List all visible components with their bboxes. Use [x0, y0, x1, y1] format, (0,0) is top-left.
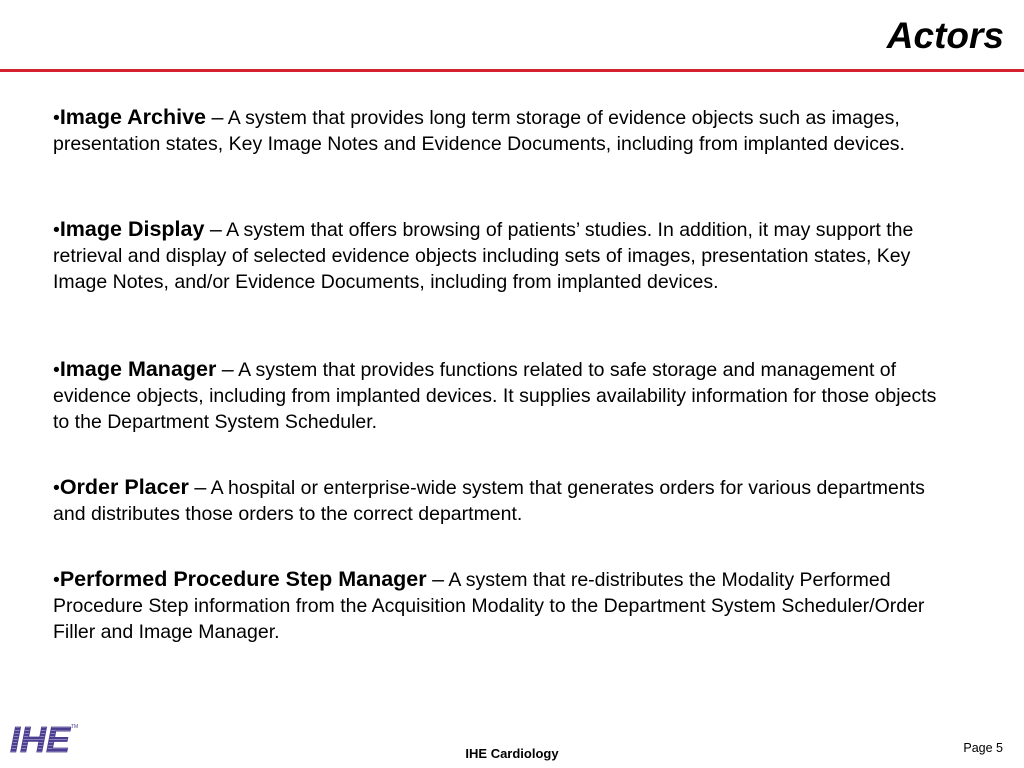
bullet-item [53, 356, 953, 435]
title-divider [0, 69, 1024, 72]
bullet-dash: – [432, 567, 445, 591]
bullet-dash: – [194, 475, 207, 499]
bullet-item [53, 474, 953, 527]
page-number: Page 5 [963, 741, 1003, 755]
bullet-item [53, 566, 953, 645]
bullet-text: A system that provides long term storage of evidence objects such as images, presentation states, Key Image Notes and Evidence Documents, including from implanted devices. [53, 107, 905, 155]
bullet-text: A system that offers browsing of patients’ studies. In addition, it may support the retrieval and display of selected evidence objects including sets of images, presentation states, Key Image Notes, and/or Evidence Documents, including from implanted devices. [53, 219, 914, 293]
bullet-text: A system that re-distributes the Modality Performed Procedure Step information from the Acquisition Modality to the Department System Scheduler/Order Filler and Image Manager. [53, 569, 925, 643]
bullet-term: Performed Procedure Step Manager [59, 567, 427, 591]
bullet-term: Image Archive [59, 105, 207, 129]
bullet-marker: • [53, 477, 60, 499]
bullet-item [53, 104, 953, 157]
bullet-term: Image Display [59, 217, 205, 241]
logo-tm: TM [71, 724, 79, 730]
bullet-item [53, 216, 953, 295]
slide-title: Actors [886, 15, 1004, 56]
logo-text: IHE [10, 719, 71, 760]
bullet-text: A hospital or enterprise-wide system that generates orders for various departments and distributes those orders to the correct department. [53, 477, 925, 525]
bullet-marker: • [53, 219, 60, 241]
bullet-term: Order Placer [59, 475, 189, 499]
footer-title: IHE Cardiology [465, 746, 559, 761]
bullet-dash: – [211, 105, 224, 129]
bullet-marker: • [53, 359, 60, 381]
bullet-text: A system that provides functions related to safe storage and management of evidence objects, including from implanted devices. It supplies availability information for those objects to the Department System Scheduler. [53, 359, 937, 433]
bullet-dash: – [221, 357, 234, 381]
bullet-marker: • [53, 569, 60, 591]
bullet-term: Image Manager [59, 357, 217, 381]
bullet-dash: – [209, 217, 222, 241]
bullet-marker: • [53, 107, 60, 129]
